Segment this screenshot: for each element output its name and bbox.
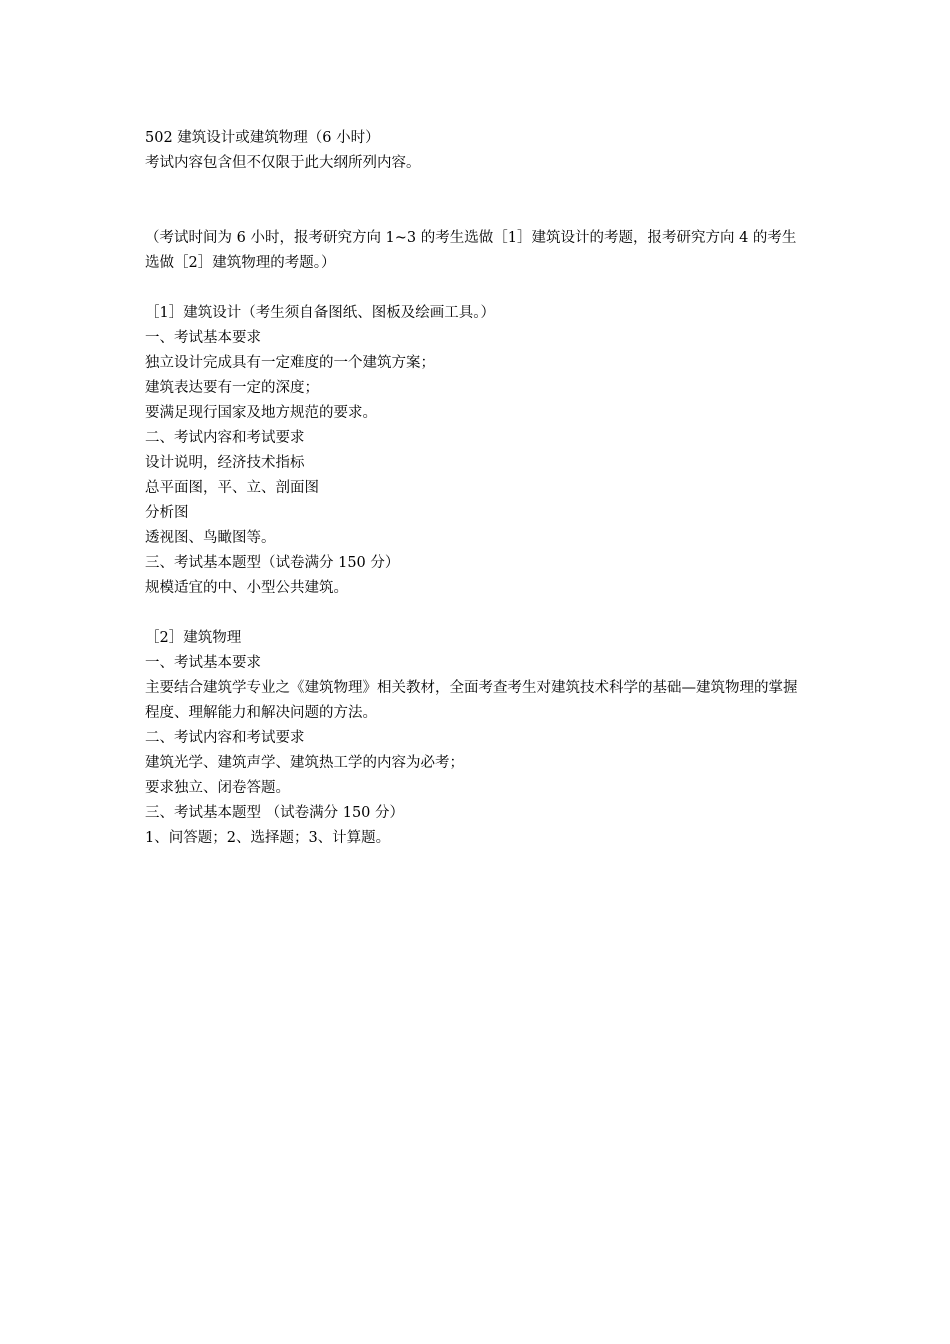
- spacer: [145, 276, 810, 301]
- list-item: 要求独立、闭卷答题。: [145, 780, 290, 796]
- exam-intro: （考试时间为 6 小时，报考研究方向 1~3 的考生选做［1］建筑设计的考题，报考研究方向 4 的考生选做［2］建筑物理的考题。）: [145, 230, 797, 271]
- list-item: 独立设计完成具有一定难度的一个建筑方案；: [145, 355, 435, 371]
- list-item: 建筑表达要有一定的深度；: [145, 380, 319, 396]
- section1-part3-title: 三、考试基本题型（试卷满分 150 分）: [145, 555, 400, 571]
- list-item: 要满足现行国家及地方规范的要求。: [145, 405, 377, 421]
- section1-heading: ［1］建筑设计（考生须自备图纸、图板及绘画工具。）: [145, 305, 495, 321]
- scope-note: 考试内容包含但不仅限于此大纲所列内容。: [145, 155, 421, 171]
- spacer: [145, 601, 810, 626]
- section2-part1-title: 一、考试基本要求: [145, 655, 261, 671]
- list-item: 设计说明，经济技术指标: [145, 455, 305, 471]
- section2-part2-title: 二、考试内容和考试要求: [145, 730, 305, 746]
- section1-part2-title: 二、考试内容和考试要求: [145, 430, 305, 446]
- document-title: 502 建筑设计或建筑物理（6 小时）: [145, 130, 380, 146]
- list-item: 1、问答题；2、选择题；3、计算题。: [145, 830, 391, 846]
- list-item: 透视图、鸟瞰图等。: [145, 530, 276, 546]
- list-item: 分析图: [145, 505, 189, 521]
- document-body: [145, 126, 810, 851]
- section2-part1-text: 主要结合建筑学专业之《建筑物理》相关教材，全面考查考生对建筑技术科学的基础—建筑物理的掌握程度、理解能力和解决问题的方法。: [145, 680, 798, 721]
- section2-heading: ［2］建筑物理: [145, 630, 242, 646]
- spacer: [145, 176, 810, 226]
- section1-part1-title: 一、考试基本要求: [145, 330, 261, 346]
- section2-part3-title: 三、考试基本题型 （试卷满分 150 分）: [145, 805, 405, 821]
- list-item: 规模适宜的中、小型公共建筑。: [145, 580, 348, 596]
- list-item: 建筑光学、建筑声学、建筑热工学的内容为必考；: [145, 755, 464, 771]
- list-item: 总平面图，平、立、剖面图: [145, 480, 319, 496]
